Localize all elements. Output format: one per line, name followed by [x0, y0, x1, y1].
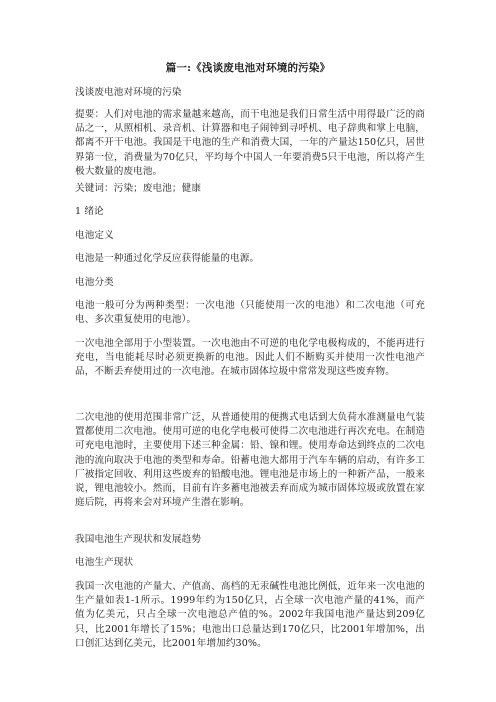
secondary-battery-paragraph: 二次电池的使用范围非常广泛，从普通使用的便携式电话到大负荷水准测量电气装置都使用二次电池。使用可逆的电化学电极可使得二次电池进行再次充电。在制造可充电电池时，主要使用下述三种金属：铅、镍和锂。使用寿命达到终点的二次电池的流向取决于电池的类型和寿命。铅蓄电池大都用于汽车车辆的启动，有许多工厂被指定回收、利用这些废弃的铅酸电池。锂电池是市场上的一种新产品，一般来说，锂电池较小。然而，目前有许多蓄电池被丢弃而成为城市固体垃圾或放置在家庭后院，再将来会对环境产生潜在影响。: [75, 412, 425, 509]
abstract-paragraph: 提要：人们对电池的需求量越来越高，而干电池是我们日常生活中用得最广泛的商品之一，从照相机、录音机、计算器和电子闹钟到寻呼机、电子辞典和掌上电脑，都离不开干电池。我国是干电池的生产和消费大国，一年的产量达150亿只，居世界第一位，消费量为70亿只，平均每个中国人一年要消费5只干电池，所以将产生极大数量的废电池。: [75, 109, 425, 177]
production-status-paragraph: 我国一次电池的产量大、产值高、高档的无汞碱性电池比例低，近年来一次电池的生产量如表1-1所示。1999年约为150亿只，占全球一次电池产量的41%，而产值为亿美元，只占全球一次电池总产值的%。2002年我国电池产量达到209亿只，比2001年增长了15%；电池出口总量达到170亿只，比2001年增加%，出口创汇达到亿美元，比2001年增加约30%。: [75, 581, 425, 649]
keywords-paragraph: 关键词：污染；废电池；健康: [75, 183, 202, 194]
document-title: 篇一:《浅谈废电池对环境的污染》: [165, 62, 331, 74]
section-heading-introduction: 1 绪论: [75, 206, 104, 217]
classification-paragraph: 电池一般可分为两种类型：一次电池（只能使用一次的电池）和二次电池（可充电、多次重复使用的电池）。: [75, 300, 425, 326]
heading-production-status: 电池生产现状: [75, 557, 134, 568]
subtitle-paragraph: 浅谈废电池对环境的污染: [75, 87, 182, 98]
heading-production-trends: 我国电池生产现状和发展趋势: [75, 534, 202, 545]
primary-battery-paragraph: 一次电池全部用于小型装置。一次电池由不可逆的电化学电极构成的，不能再进行充电，当电能耗尽时必须更换新的电池。因此人们不断购买并使用一次性电池产品，不断丢弃使用过的一次电池。在城市固体垃圾中常常发现这些废弃物。: [75, 338, 425, 378]
heading-battery-definition: 电池定义: [75, 230, 114, 241]
battery-definition-paragraph: 电池是一种通过化学反应获得能量的电源。: [75, 253, 260, 264]
heading-battery-classification: 电池分类: [75, 277, 114, 288]
